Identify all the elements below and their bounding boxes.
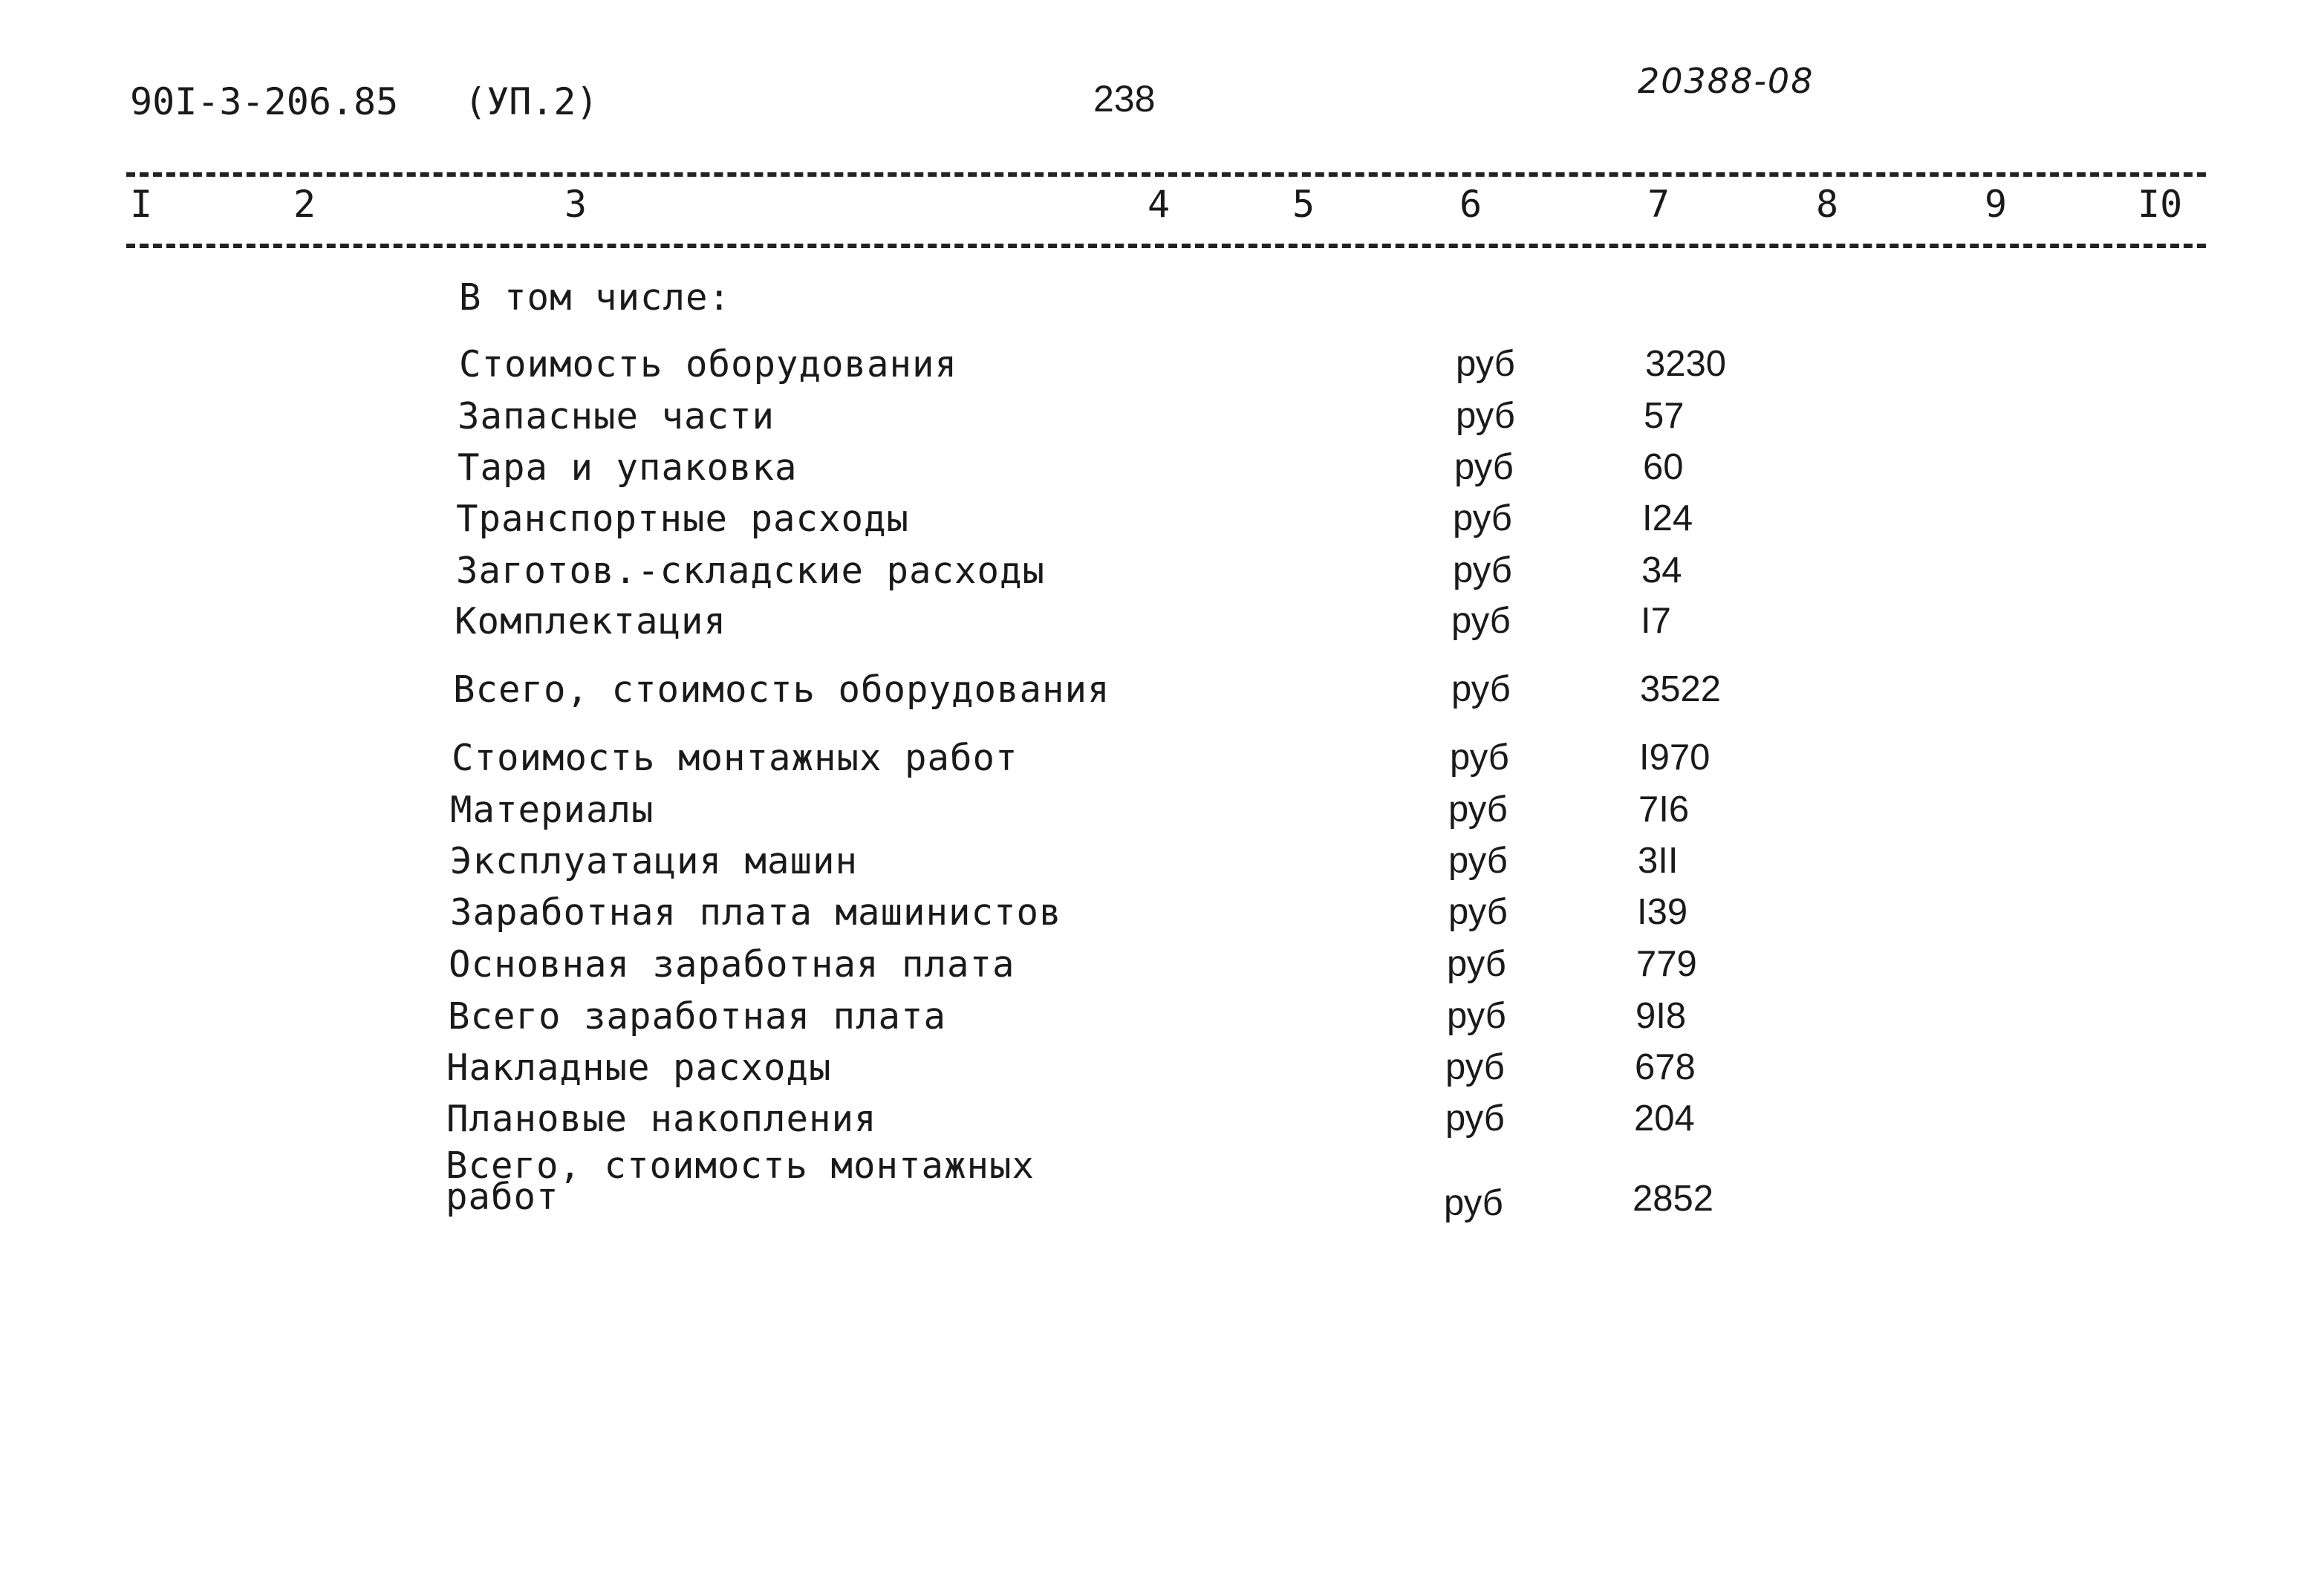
row-label: Основная заработная плата	[449, 943, 1015, 986]
table-row	[0, 1098, 2324, 1150]
table-row	[0, 600, 2324, 652]
row-unit: руб	[1450, 738, 1509, 778]
row-value: 678	[1635, 1047, 1696, 1087]
row-value: I39	[1637, 892, 1688, 932]
row-value: I7	[1641, 601, 1671, 641]
row-value: 60	[1643, 447, 1684, 487]
row-unit: руб	[1445, 1098, 1505, 1139]
column-number: 2	[293, 183, 316, 226]
row-unit: руб	[1456, 396, 1515, 436]
row-unit: руб	[1451, 669, 1511, 709]
row-value: 3II	[1638, 841, 1679, 881]
row-label: Стоимость оборудования	[459, 343, 958, 385]
row-label: Транспортные расходы	[456, 498, 910, 540]
row-label: Стоимость монтажных работ	[452, 737, 1018, 779]
table-top-rule	[126, 172, 2206, 177]
column-number: 5	[1292, 183, 1315, 226]
row-unit: руб	[1448, 892, 1508, 932]
table-header-rule	[126, 244, 2206, 248]
row-label: Накладные расходы	[446, 1046, 832, 1089]
column-number: 8	[1816, 183, 1839, 226]
row-label: Материалы	[450, 789, 654, 831]
table-row	[0, 995, 2324, 1047]
row-unit: руб	[1445, 1047, 1505, 1087]
row-unit: руб	[1444, 1183, 1503, 1223]
row-label: Комплектация	[455, 600, 727, 642]
section-intro: В том числе:	[459, 276, 732, 319]
column-number: 6	[1459, 183, 1482, 226]
row-value: I970	[1639, 738, 1711, 778]
column-number: 4	[1148, 183, 1171, 226]
row-label: Тара и упаковка	[458, 446, 798, 489]
table-row	[0, 446, 2324, 498]
table-row	[0, 891, 2324, 943]
row-label: Всего, стоимость оборудования	[453, 668, 1110, 711]
row-label: Всего заработная плата	[448, 995, 947, 1038]
table-row	[0, 1046, 2324, 1098]
table-row	[0, 737, 2324, 789]
table-row-total	[0, 1145, 2324, 1231]
row-unit: руб	[1453, 550, 1512, 590]
table-row	[0, 943, 2324, 995]
row-label: Всего, стоимость монтажных	[446, 1145, 1035, 1187]
row-value: 34	[1641, 550, 1682, 590]
row-value: 3230	[1645, 344, 1727, 384]
row-unit: руб	[1447, 944, 1506, 984]
row-unit: руб	[1453, 498, 1512, 538]
column-number: 9	[1985, 183, 2008, 226]
row-value: 2852	[1633, 1179, 1714, 1219]
album-number: (УП.2)	[464, 80, 599, 123]
column-number: 3	[564, 183, 587, 226]
row-value: 9I8	[1635, 996, 1687, 1036]
row-unit: руб	[1454, 447, 1514, 487]
row-unit: руб	[1456, 344, 1515, 384]
table-row	[0, 498, 2324, 550]
column-number: I	[130, 183, 153, 226]
row-label: Заготов.-складские расходы	[456, 550, 1046, 592]
table-row	[0, 789, 2324, 841]
column-number: I0	[2138, 183, 2183, 226]
page-number: 238	[1093, 78, 1156, 120]
row-label-continuation: работ	[446, 1176, 559, 1218]
row-value: 779	[1636, 944, 1697, 984]
row-unit: руб	[1448, 790, 1508, 830]
row-value: I24	[1642, 498, 1693, 538]
table-row	[0, 840, 2324, 892]
row-value: 3522	[1640, 669, 1722, 709]
row-label: Запасные части	[458, 395, 775, 437]
table-row	[0, 343, 2324, 395]
table-row	[0, 550, 2324, 602]
table-row	[0, 395, 2324, 447]
row-label: Заработная плата машинистов	[450, 891, 1062, 934]
row-value: 204	[1634, 1098, 1695, 1139]
row-label: Эксплуатация машин	[450, 840, 859, 882]
row-unit: руб	[1447, 996, 1506, 1036]
table-row	[0, 668, 2324, 720]
row-unit: руб	[1451, 601, 1511, 641]
row-value: 7I6	[1638, 790, 1690, 830]
row-unit: руб	[1448, 841, 1508, 881]
column-number: 7	[1647, 183, 1670, 226]
document-code: 90I-3-206.85	[130, 80, 399, 123]
row-value: 57	[1644, 396, 1685, 436]
row-label: Плановые накопления	[446, 1098, 877, 1140]
handwritten-reference: 20388-08	[1638, 61, 1814, 101]
